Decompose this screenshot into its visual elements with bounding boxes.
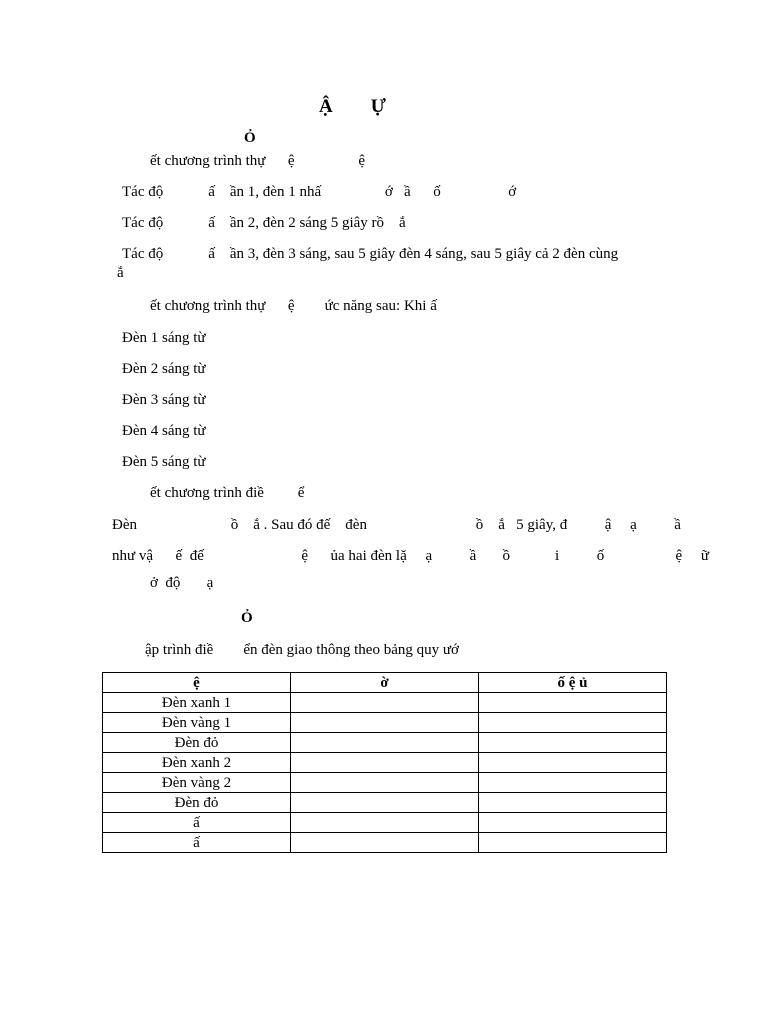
cell-time [291, 833, 479, 853]
lamp-item-3: Đèn 3 sáng từ [122, 392, 206, 408]
document-title: Ậ Ự [319, 96, 386, 117]
lamp-item-4: Đèn 4 sáng từ [122, 423, 206, 439]
cell-time [291, 733, 479, 753]
section1-intro-3: ết chương trình điề ể [150, 485, 305, 501]
cell-address [479, 793, 667, 813]
section1-intro-2: ết chương trình thự ệ ức năng sau: Khi ấ [150, 298, 437, 314]
paragraph-line-1: Đèn ồ ắ . Sau đó đế đèn ồ ắ 5 giây, đ ậ ạ ầ [112, 517, 681, 533]
table-row [103, 813, 667, 833]
task-item-3-continuation: ắ [117, 265, 124, 281]
traffic-light-table [102, 672, 667, 853]
cell-address [479, 753, 667, 773]
cell-time [291, 753, 479, 773]
table-row [103, 733, 667, 753]
cell-address [479, 713, 667, 733]
cell-time [291, 773, 479, 793]
paragraph-line-2: như vậ ế đế ệ ủa hai đèn lặ ạ ầ ồ i ố ệ ữ [112, 548, 709, 564]
section-heading-1: Ỏ [244, 130, 256, 146]
table-row [103, 833, 667, 853]
cell-device: Đèn đỏ [103, 733, 291, 753]
cell-address [479, 693, 667, 713]
table-row [103, 713, 667, 733]
section-heading-2: Ỏ [241, 610, 253, 626]
section2-intro: ập trình điề ển đèn giao thông theo bảng quy ướ [145, 642, 459, 658]
cell-address [479, 833, 667, 853]
header-cell-time: ờ [291, 673, 479, 693]
cell-time [291, 693, 479, 713]
cell-address [479, 733, 667, 753]
cell-device: Đèn vàng 1 [103, 713, 291, 733]
cell-device: ấ [103, 813, 291, 833]
paragraph-line-3: ở độ ạ [150, 575, 214, 591]
lamp-item-1: Đèn 1 sáng từ [122, 330, 206, 346]
table-row [103, 693, 667, 713]
header-cell-device: ệ [103, 673, 291, 693]
table-row [103, 793, 667, 813]
cell-address [479, 813, 667, 833]
section1-intro: ết chương trình thự ệ ệ [150, 153, 365, 169]
cell-device: Đèn đỏ [103, 793, 291, 813]
lamp-item-5: Đèn 5 sáng từ [122, 454, 206, 470]
task-item-2: Tác độ ấ ần 2, đèn 2 sáng 5 giây rồ ắ [122, 215, 406, 231]
table-row [103, 773, 667, 793]
cell-time [291, 793, 479, 813]
cell-time [291, 813, 479, 833]
cell-address [479, 773, 667, 793]
task-item-3: Tác độ ấ ần 3, đèn 3 sáng, sau 5 giây đèn 4 sáng, sau 5 giây cả 2 đèn cùng [122, 246, 619, 262]
task-item-1: Tác độ ấ ần 1, đèn 1 nhấ ớ ầ ố ớ [122, 184, 517, 200]
lamp-item-2: Đèn 2 sáng từ [122, 361, 206, 377]
header-cell-address: ố ệ ủ [479, 673, 667, 693]
table-header-row [103, 673, 667, 693]
cell-device: ấ [103, 833, 291, 853]
cell-device: Đèn vàng 2 [103, 773, 291, 793]
table-row [103, 753, 667, 773]
cell-device: Đèn xanh 2 [103, 753, 291, 773]
cell-time [291, 713, 479, 733]
cell-device: Đèn xanh 1 [103, 693, 291, 713]
